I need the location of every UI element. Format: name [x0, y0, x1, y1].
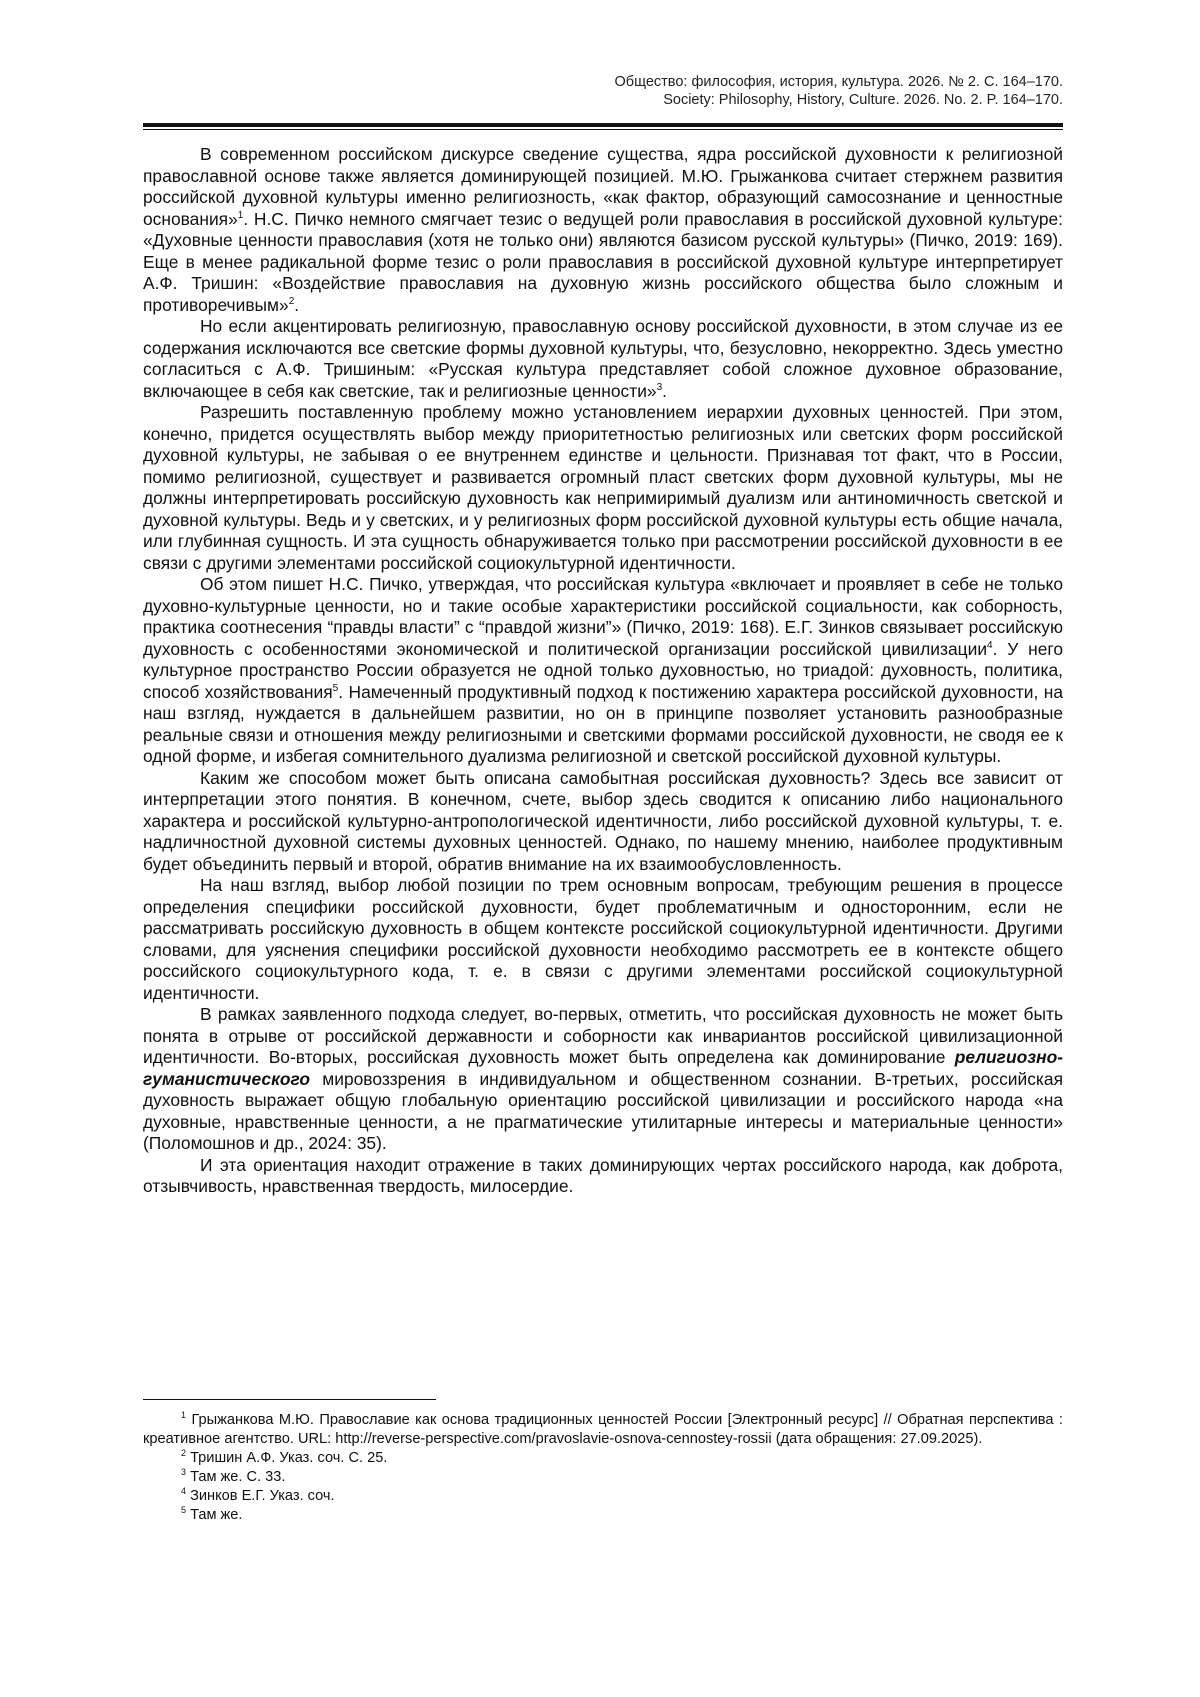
footnote-text: Там же. С. 33. [190, 1469, 286, 1485]
footnote-number: 5 [181, 1505, 187, 1516]
paragraph-7 [143, 1004, 1063, 1155]
footnote-number: 4 [181, 1486, 187, 1497]
footnote-number: 3 [181, 1467, 187, 1478]
footnote-separator [143, 1399, 436, 1400]
footnote-3 [143, 1468, 1063, 1487]
paragraph-text: . [662, 380, 667, 401]
footnotes [143, 1411, 1063, 1525]
footnote-ref-5[interactable]: 5 [332, 682, 339, 694]
footnote-text: Грыжанкова М.Ю. Православие как основа традиционных ценностей России [Электронный ресурс] // Обратная перспектива : креативное агентство. URL: http://reverse-perspective.com/pravoslavie-osnova-cennostey-rossii (дата обращения: 27.09.2025). [143, 1412, 1063, 1447]
paragraph-5: Каким же способом может быть описана самобытная российская духовность? Здесь все зависит от интерпретации этого понятия. В конечном, счете, выбор здесь сводится к описанию либо национального характера и российской культурно-антропологической идентичности, либо российской духовной культуры, т. е. надличностной духовной системы духовных ценностей. Однако, по нашему мнению, наиболее продуктивным будет объединить первый и второй, обратив внимание на их взаимообусловленность. [143, 767, 1063, 874]
paragraph-4 [143, 574, 1063, 768]
footnote-text: Тришин А.Ф. Указ. соч. С. 25. [190, 1450, 388, 1466]
paragraph-8: И эта ориентация находит отражение в таких доминирующих чертах российского народа, как доброта, отзывчивость, нравственная твердость, милосердие. [143, 1154, 1063, 1196]
paragraph-3: Разрешить поставленную проблему можно установлением иерархии духовных ценностей. При этом, конечно, придется осуществлять выбор между приоритетностью религиозных или светских форм российской духовной культуры, не забывая о ее внутреннем единстве и цельности. Признавая тот факт, что в России, помимо религиозной, существует и развивается огромный пласт светских форм духовной культуры, мы не должны интерпретировать российскую духовность как непримиримый дуализм или антиномичность светской и духовной культуры. Ведь и у светских, и у религиозных форм российской духовной культуры есть общие начала, или глубинная сущность. И эта сущность обнаруживается только при рассмотрении российской духовности в ее связи с другими элементами российской социокультурной идентичности. [143, 402, 1063, 573]
footnote-number: 2 [181, 1448, 187, 1459]
paragraph-text: В современном российском дискурсе сведение существа, ядра российской духовности к религиозной православной основе также является доминирующей позицией. М.Ю. Грыжанкова считает стержнем развития российской духовной культуры именно религиозность, «как фактор, образующий самосознание и ценностные основания» [143, 144, 1063, 229]
footnote-ref-3[interactable]: 3 [656, 381, 663, 393]
paragraph-text: Об этом пишет Н.С. Пичко, утверждая, что российская культура «включает и проявляет в себе не только духовно-культурные ценности, но и такие особые характеристики российской социальности, как соборность, практика соотнесения “правды власти” с “правдой жизни”» (Пичко, 2019: 168). Е.Г. Зинков связывает российскую духовность с особенностями экономической и политической организации российской цивилизации [143, 574, 1063, 659]
running-header-ru: Общество: философия, история, культура. 2026. № 2. С. 164–170. [614, 74, 1063, 90]
emphasized-term: религиозно-гуманистического [143, 1047, 1063, 1089]
running-header-en: Society: Philosophy, History, Culture. 2026. No. 2. P. 164–170. [663, 92, 1063, 108]
header-rule-thin [143, 129, 1063, 130]
paragraph-text: В рамках заявленного подхода следует, во-первых, отметить, что российская духовность не может быть понята в отрыве от российской державности и соборности как инвариантов российской цивилизационной идентичности. Во-вторых, российская духовность может быть определена как доминирование [143, 1004, 1063, 1067]
paragraph-text: . Н.С. Пичко немного смягчает тезис о ведущей роли православия в российской духовной культуре: «Духовные ценности православия (хотя не только они) являются базисом русской культуры» (Пичко, 2019: 169). Еще в менее радикальной форме тезис о роли православия в российской духовной культуре интерпретирует А.Ф. Тришин: «Воздействие православия на духовную жизнь российского общества было сложным и противоречивым» [143, 208, 1063, 315]
footnote-5 [143, 1506, 1063, 1525]
footnote-2 [143, 1449, 1063, 1468]
footnote-4 [143, 1487, 1063, 1506]
header-rule-thick [143, 123, 1063, 127]
paragraph-1 [143, 144, 1063, 316]
paragraph-6: На наш взгляд, выбор любой позиции по трем основным вопросам, требующим решения в процессе определения специфики российской духовности, будет проблематичным и односторонним, если не рассматривать российскую духовность в общем контексте российской социокультурной идентичности. Другими словами, для уяснения специфики российской духовности необходимо рассмотреть ее в контексте общего российского социокультурного кода, т. е. в связи с другими элементами российской социокультурной идентичности. [143, 875, 1063, 1003]
paragraph-text: . Намеченный продуктивный подход к постижению характера российской духовности, на наш взгляд, нуждается в дальнейшем развитии, но он в принципе позволяет установить разнообразные реальные связи и отношения между религиозными и светскими формами российской духовности, не сводя ее к одной форме, и избегая сомнительного дуализма религиозной и светской российской духовной культуры. [143, 681, 1063, 766]
footnote-ref-2[interactable]: 2 [288, 295, 295, 307]
footnote-text: Там же. [190, 1507, 243, 1523]
paragraph-text: Но если акцентировать религиозную, православную основу российской духовности, в этом случае из ее содержания исключаются все светские формы духовной культуры, что, безусловно, некорректно. Здесь уместно согласиться с А.Ф. Тришиным: «Русская культура представляет собой сложное духовное образование, включающее в себя как светские, так и религиозные ценности» [143, 316, 1063, 401]
footnote-ref-1[interactable]: 1 [237, 209, 244, 221]
paragraph-text: . У него культурное пространство России образуется не одной только духовностью, но триадой: духовность, политика, способ хозяйствования [143, 638, 1063, 702]
paragraph-2 [143, 316, 1063, 402]
article-body [143, 144, 1063, 1198]
paragraph-text: мировоззрения в индивидуальном и общественном сознании. В-третьих, российская духовность выражает общую глобальную ориентацию российской цивилизации и российского народа «на духовные, нравственные ценности, а не прагматические утилитарные интересы и материальные ценности» (Поломошнов и др., 2024: 35). [143, 1068, 1063, 1153]
running-header [615, 73, 1064, 109]
paragraph-text: . [294, 294, 300, 315]
footnote-1 [143, 1411, 1063, 1449]
footnote-number: 1 [181, 1410, 187, 1421]
footnote-text: Зинков Е.Г. Указ. соч. [190, 1488, 335, 1504]
footnote-ref-4[interactable]: 4 [987, 639, 993, 651]
